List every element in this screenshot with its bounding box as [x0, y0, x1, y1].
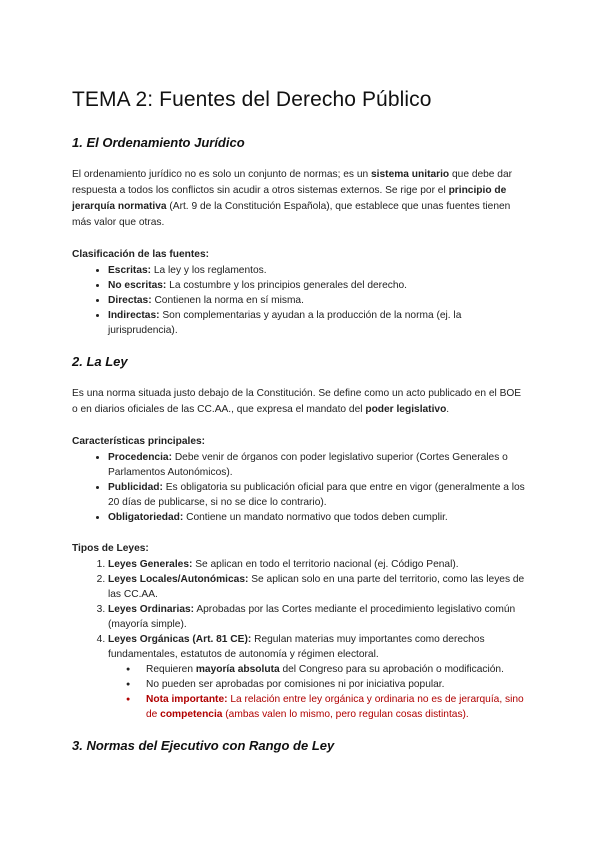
list-item: 1. Leyes Generales: Se aplican en todo el territorio nacional (ej. Código Penal).	[108, 557, 528, 572]
paragraph-ley: Es una norma situada justo debajo de la Constitución. Se define como un acto publicado en el BOE o en diarios oficiales de las CC.AA., que expresa el mandato del poder legislativo.	[72, 388, 522, 415]
paragraph-ordenamiento: El ordenamiento jurídico no es solo un conjunto de normas; es un sistema unitario que debe dar respuesta a todos los conflictos sin acudir a otros sistemas externos. Se rige por el principio de jerarquía normativa (Art. 9 de la Constitución Española), que establece que unas fuentes tienen más valor que otras.	[72, 169, 513, 228]
list-clasificacion	[72, 263, 528, 338]
list-label-tipos: Tipos de Leyes:	[72, 543, 149, 554]
list-tipos-leyes	[72, 557, 528, 722]
section-heading-normas-ejecutivo: 3. Normas del Ejecutivo con Rango de Ley	[72, 738, 335, 753]
list-item: 2. Leyes Locales/Autonómicas: Se aplican solo en una parte del territorio, como las leyes de las CC.AA.	[108, 572, 528, 602]
list-label-caracteristicas: Características principales:	[72, 436, 206, 447]
document-title: TEMA 2: Fuentes del Derecho Público	[72, 88, 432, 111]
list-item: ● Requieren mayoría absoluta del Congreso para su aprobación o modificación.	[146, 662, 528, 677]
list-item: 3. Leyes Ordinarias: Aprobadas por las Cortes mediante el procedimiento legislativo común (mayoría simple).	[108, 602, 528, 632]
list-item: • No escritas: La costumbre y los principios generales del derecho.	[108, 278, 528, 293]
list-item: • Directas: Contienen la norma en sí misma.	[108, 293, 528, 308]
list-item: • Procedencia: Debe venir de órganos con poder legislativo superior (Cortes Generales o Parlamentos Autonómicos).	[108, 450, 528, 480]
section-heading-ley: 2. La Ley	[72, 354, 128, 369]
list-item: 4. Leyes Orgánicas (Art. 81 CE): Regulan materias muy importantes como derechos fundamentales, estatutos de autonomía y régimen electoral. ● Requieren mayoría absoluta del Congreso para su aprobación o modificación. ● No pueden ser aprobadas por comisiones ni por iniciativa popular. ● Nota importante: La relación entre ley orgánica y ordinaria no es de jerarquía, sino de competencia (ambas valen lo mismo, pero regulan cosas distintas).	[108, 632, 528, 722]
list-item: • Escritas: La ley y los reglamentos.	[108, 263, 528, 278]
list-item: • Obligatoriedad: Contiene un mandato normativo que todos deben cumplir.	[108, 510, 528, 525]
note-item: ● Nota importante: La relación entre ley orgánica y ordinaria no es de jerarquía, sino de competencia (ambas valen lo mismo, pero regulan cosas distintas).	[146, 692, 528, 722]
list-caracteristicas	[72, 450, 528, 525]
list-item: • Publicidad: Es obligatoria su publicación oficial para que entre en vigor (generalmente a los 20 días de publicarse, si no se dice lo contrario).	[108, 480, 528, 510]
section-heading-ordenamiento: 1. El Ordenamiento Jurídico	[72, 135, 245, 150]
list-item: ● No pueden ser aprobadas por comisiones ni por iniciativa popular.	[146, 677, 528, 692]
list-item: • Indirectas: Son complementarias y ayudan a la producción de la norma (ej. la jurisprudencia).	[108, 308, 528, 338]
list-label-clasificacion: Clasificación de las fuentes:	[72, 249, 210, 260]
sublist-organicas	[108, 662, 528, 722]
